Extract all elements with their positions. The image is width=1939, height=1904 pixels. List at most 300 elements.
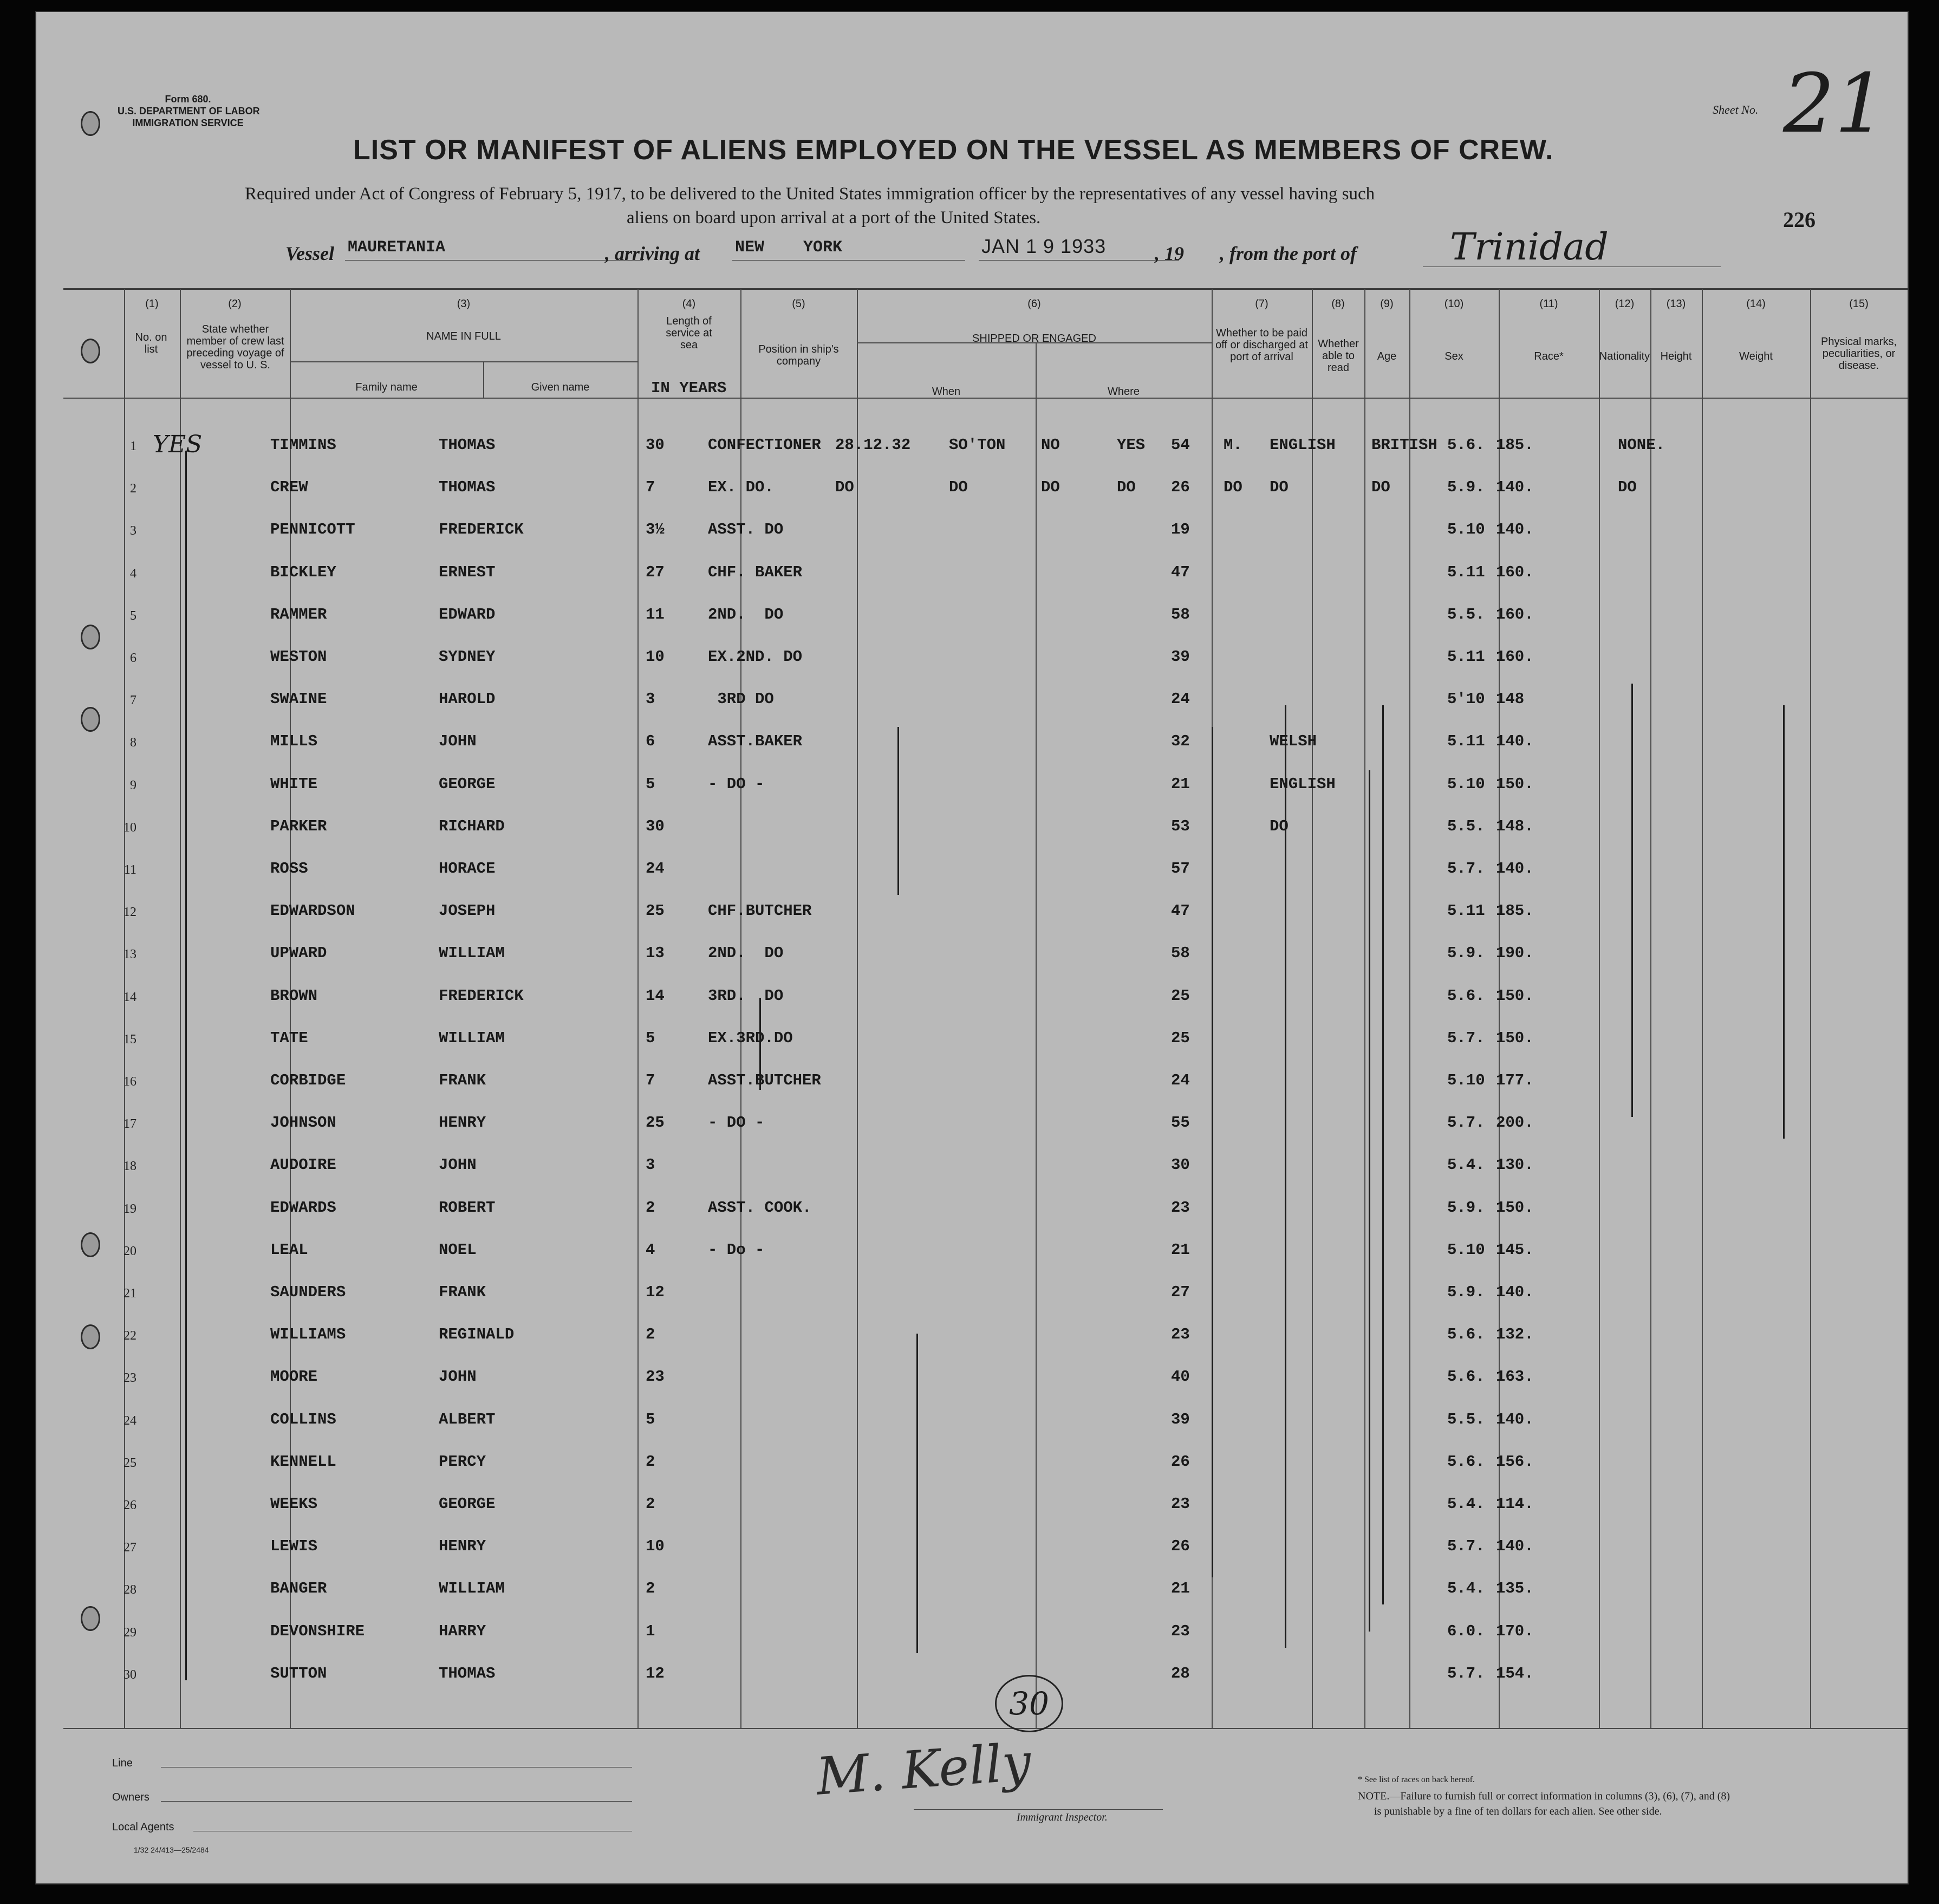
given-name-cell: HENRY — [439, 1537, 486, 1555]
family-name-cell: DEVONSHIRE — [270, 1622, 365, 1640]
col-divider — [1036, 343, 1037, 1728]
ditto-stroke — [759, 998, 761, 1090]
age-cell: 26 — [1171, 478, 1190, 496]
col15-number: (15) — [1849, 298, 1869, 310]
age-cell: 26 — [1171, 1537, 1190, 1555]
family-name-cell: LEWIS — [270, 1537, 318, 1555]
sheet-label: Sheet No. — [1713, 103, 1759, 116]
age-cell: 24 — [1171, 1071, 1190, 1089]
row-number: 14 — [123, 990, 136, 1004]
col11-header: Race* — [1534, 350, 1564, 362]
given-name-cell: PERCY — [439, 1453, 486, 1471]
given-name-cell: NOEL — [439, 1241, 477, 1259]
from-port: Trinidad — [1450, 226, 1609, 269]
given-name-cell: JOHN — [439, 1368, 477, 1386]
ditto-stroke — [1212, 727, 1213, 1577]
sheet-number: 21 — [1783, 57, 1886, 151]
given-name-cell: JOHN — [439, 1156, 477, 1174]
weight-cell: 130. — [1496, 1156, 1534, 1174]
age-cell: 27 — [1171, 1283, 1190, 1301]
height-cell: 5.10 — [1447, 775, 1485, 793]
service-years-cell: 30 — [646, 436, 665, 454]
height-cell: 5.11 — [1447, 732, 1485, 750]
height-cell: 5.5. — [1447, 1411, 1485, 1428]
service-years-cell: 12 — [646, 1665, 665, 1682]
col5-number: (5) — [792, 298, 805, 310]
age-cell: 47 — [1171, 902, 1190, 920]
race-cell: ENGLISH — [1270, 436, 1336, 454]
service-years-cell: 5 — [646, 775, 655, 793]
age-cell: 53 — [1171, 817, 1190, 835]
nationality-cell: DO — [1371, 478, 1390, 496]
col-divider — [637, 289, 639, 1728]
binder-hole — [81, 111, 100, 136]
ditto-stroke — [1783, 705, 1785, 1139]
service-years-cell: 25 — [646, 902, 665, 920]
col5-header: Position in ship's company — [758, 343, 839, 367]
row-number: 20 — [123, 1244, 136, 1258]
weight-cell: 154. — [1496, 1665, 1534, 1682]
ship-position-cell: CHF. BAKER — [708, 563, 803, 581]
given-name-cell: GEORGE — [439, 1495, 496, 1513]
row-number: 23 — [123, 1371, 136, 1385]
family-name-cell: CORBIDGE — [270, 1071, 346, 1089]
row-number: 10 — [123, 821, 136, 835]
service-years-cell: 5 — [646, 1411, 655, 1428]
given-name-cell: RICHARD — [439, 817, 505, 835]
row-number: 22 — [123, 1329, 136, 1343]
service-name: IMMIGRATION SERVICE — [132, 118, 244, 128]
weight-cell: 177. — [1496, 1071, 1534, 1089]
arriving-label: , arriving at — [605, 243, 700, 264]
weight-cell: 160. — [1496, 563, 1534, 581]
row-number: 19 — [123, 1202, 136, 1216]
height-cell: 5.6. — [1447, 1325, 1485, 1343]
service-years-cell: 13 — [646, 944, 665, 962]
family-name-header: Family name — [355, 381, 418, 393]
year-label: , 19 — [1155, 243, 1184, 264]
ship-position-cell: ASST.BAKER — [708, 732, 803, 750]
shipped-where-cell: SO'TON — [949, 436, 1006, 454]
weight-cell: 140. — [1496, 1537, 1534, 1555]
age-cell: 55 — [1171, 1114, 1190, 1132]
weight-cell: 140. — [1496, 521, 1534, 538]
height-cell: 5.9. — [1447, 478, 1485, 496]
weight-cell: 140. — [1496, 478, 1534, 496]
weight-cell: 140. — [1496, 860, 1534, 878]
age-cell: 39 — [1171, 648, 1190, 666]
given-name-cell: EDWARD — [439, 606, 496, 623]
family-name-cell: SUTTON — [270, 1665, 327, 1682]
given-name-cell: HENRY — [439, 1114, 486, 1132]
height-cell: 5.7. — [1447, 860, 1485, 878]
row-number: 12 — [123, 905, 136, 919]
given-name-cell: GEORGE — [439, 775, 496, 793]
height-cell: 5.7. — [1447, 1537, 1485, 1555]
row-number: 24 — [123, 1414, 136, 1428]
given-name-header: Given name — [531, 381, 590, 393]
height-cell: 5.9. — [1447, 944, 1485, 962]
row-number: 1 — [130, 439, 136, 453]
shipped-where-cell: DO — [949, 478, 968, 496]
family-name-cell: MOORE — [270, 1368, 318, 1386]
age-cell: 47 — [1171, 563, 1190, 581]
ship-position-cell: 2ND. DO — [708, 944, 784, 962]
age-cell: 39 — [1171, 1411, 1190, 1428]
age-cell: 28 — [1171, 1665, 1190, 1682]
race-cell: DO — [1270, 478, 1289, 496]
row-number: 2 — [130, 482, 136, 496]
age-cell: 25 — [1171, 1029, 1190, 1047]
col11-number: (11) — [1539, 298, 1558, 310]
service-years-cell: 1 — [646, 1622, 655, 1640]
ship-position-cell: - DO - — [708, 775, 765, 793]
height-cell: 5.5. — [1447, 817, 1485, 835]
family-name-cell: RAMMER — [270, 606, 327, 623]
service-years-cell: 11 — [646, 606, 665, 623]
ship-position-cell: - DO - — [708, 1114, 765, 1132]
race-note: * See list of races on back hereof. — [1358, 1775, 1475, 1784]
service-years-cell: 25 — [646, 1114, 665, 1132]
service-years-cell: 12 — [646, 1283, 665, 1301]
row-number: 25 — [123, 1456, 136, 1470]
col9-number: (9) — [1380, 298, 1394, 310]
service-years-cell: 5 — [646, 1029, 655, 1047]
inspector-underline — [914, 1809, 1163, 1810]
weight-cell: 185. — [1496, 902, 1534, 920]
ditto-stroke — [185, 451, 187, 1680]
col1-number: (1) — [145, 298, 159, 310]
row-number: 17 — [123, 1117, 136, 1131]
weight-cell: 148. — [1496, 817, 1534, 835]
date-underline — [979, 260, 1179, 261]
physical-marks-cell: NONE. — [1618, 436, 1665, 454]
family-name-cell: KENNELL — [270, 1453, 336, 1471]
penalty-note-line2: is punishable by a fine of ten dollars for each alien. See other side. — [1374, 1805, 1662, 1817]
family-name-cell: AUDOIRE — [270, 1156, 336, 1174]
height-cell: 5.4. — [1447, 1580, 1485, 1597]
paid-off-cell: NO — [1041, 436, 1060, 454]
height-cell: 5.11 — [1447, 648, 1485, 666]
col4-units: IN YEARS — [651, 379, 727, 397]
local-agents-label: Local Agents — [112, 1821, 174, 1833]
col6-number: (6) — [1027, 298, 1041, 310]
age-cell: 57 — [1171, 860, 1190, 878]
row-number: 9 — [130, 778, 136, 792]
ship-position-cell: ASST. COOK. — [708, 1199, 812, 1217]
able-to-read-cell: DO — [1117, 478, 1136, 496]
binder-hole — [81, 1232, 100, 1257]
table-top-rule — [63, 288, 1908, 290]
col-divider — [1409, 289, 1410, 1728]
race-cell: DO — [1270, 817, 1289, 835]
binder-hole — [81, 707, 100, 732]
col-divider — [1599, 289, 1600, 1728]
total-circled: 30 — [995, 1675, 1063, 1732]
family-name-cell: TATE — [270, 1029, 308, 1047]
height-cell: 5.11 — [1447, 902, 1485, 920]
weight-cell: 150. — [1496, 1199, 1534, 1217]
vessel-underline — [345, 260, 643, 261]
family-name-cell: SAUNDERS — [270, 1283, 346, 1301]
ditto-stroke — [1369, 770, 1370, 1632]
col12-number: (12) — [1615, 298, 1635, 310]
row-number: 5 — [130, 609, 136, 623]
col13-number: (13) — [1666, 298, 1686, 310]
given-name-cell: FREDERICK — [439, 521, 524, 538]
subtitle-line1: Required under Act of Congress of February 5, 1917, to be delivered to the United States immigration officer by the representatives of any vessel having such — [245, 184, 1375, 204]
age-cell: 21 — [1171, 1241, 1190, 1259]
row-number: 29 — [123, 1626, 136, 1640]
height-cell: 5.9. — [1447, 1283, 1485, 1301]
col3-number: (3) — [457, 298, 471, 310]
binder-hole — [81, 1606, 100, 1631]
col9-header: Age — [1377, 350, 1397, 362]
race-cell: WELSH — [1270, 732, 1317, 750]
sex-cell: DO — [1224, 478, 1242, 496]
height-cell: 5.4. — [1447, 1495, 1485, 1513]
date-stamp: JAN 1 9 1933 — [981, 235, 1107, 257]
ship-position-cell: EX. DO. — [708, 478, 774, 496]
ship-position-cell: ASST.BUTCHER — [708, 1071, 821, 1089]
weight-cell: 140. — [1496, 1411, 1534, 1428]
shipped-when-header: When — [932, 386, 961, 398]
col-divider — [180, 289, 181, 1728]
col8-number: (8) — [1331, 298, 1345, 310]
physical-marks-cell: DO — [1618, 478, 1637, 496]
age-cell: 40 — [1171, 1368, 1190, 1386]
service-years-cell: 7 — [646, 1071, 655, 1089]
col4-header: Length of service at sea — [666, 315, 712, 351]
col-divider — [1364, 289, 1365, 1728]
manifest-sheet — [35, 11, 1909, 1884]
weight-cell: 150. — [1496, 1029, 1534, 1047]
height-cell: 5.9. — [1447, 1199, 1485, 1217]
weight-cell: 150. — [1496, 987, 1534, 1005]
age-cell: 32 — [1171, 732, 1190, 750]
age-cell: 30 — [1171, 1156, 1190, 1174]
ditto-stroke — [1285, 705, 1286, 1648]
col-divider — [1650, 289, 1651, 1728]
nationality-cell: BRITISH — [1371, 436, 1437, 454]
family-name-cell: PENNICOTT — [270, 521, 355, 538]
col14-number: (14) — [1746, 298, 1766, 310]
given-name-cell: JOHN — [439, 732, 477, 750]
given-name-cell: THOMAS — [439, 436, 496, 454]
ditto-stroke — [897, 727, 899, 895]
owners-label: Owners — [112, 1791, 149, 1803]
col7-number: (7) — [1255, 298, 1268, 310]
col7-header: Whether to be paid off or discharged at port of arrival — [1215, 327, 1308, 363]
department-name: U.S. DEPARTMENT OF LABOR — [118, 106, 260, 116]
height-cell: 5.4. — [1447, 1156, 1485, 1174]
port-underline — [732, 260, 965, 261]
height-cell: 5.10 — [1447, 1241, 1485, 1259]
row-number: 15 — [123, 1032, 136, 1047]
given-name-cell: ROBERT — [439, 1199, 496, 1217]
row-number: 26 — [123, 1498, 136, 1512]
row-number: 7 — [130, 693, 136, 707]
binder-hole — [81, 1324, 100, 1349]
age-cell: 21 — [1171, 775, 1190, 793]
col-divider — [1702, 289, 1703, 1728]
service-years-cell: 24 — [646, 860, 665, 878]
col2-number: (2) — [228, 298, 242, 310]
col10-header: Sex — [1445, 350, 1463, 362]
family-name-cell: JOHNSON — [270, 1114, 336, 1132]
service-years-cell: 3½ — [646, 521, 665, 538]
height-cell: 5.6. — [1447, 1453, 1485, 1471]
col-divider — [857, 289, 858, 1728]
row-number: 27 — [123, 1541, 136, 1555]
weight-cell: 145. — [1496, 1241, 1534, 1259]
family-name-cell: LEAL — [270, 1241, 308, 1259]
weight-cell: 160. — [1496, 648, 1534, 666]
family-name-cell: CREW — [270, 478, 308, 496]
given-name-cell: FRANK — [439, 1283, 486, 1301]
weight-cell: 132. — [1496, 1325, 1534, 1343]
shipped-where-header: Where — [1108, 386, 1140, 398]
age-cell: 54 — [1171, 436, 1190, 454]
age-cell: 26 — [1171, 1453, 1190, 1471]
ship-position-cell: ASST. DO — [708, 521, 784, 538]
weight-cell: 148 — [1496, 690, 1525, 708]
row-number: 13 — [123, 947, 136, 961]
family-name-cell: WILLIAMS — [270, 1325, 346, 1343]
height-cell: 5.5. — [1447, 606, 1485, 623]
col15-header: Physical marks, peculiarities, or disease. — [1820, 336, 1897, 372]
weight-cell: 114. — [1496, 1495, 1534, 1513]
ship-position-cell: - Do - — [708, 1241, 765, 1259]
height-cell: 5.6. — [1447, 987, 1485, 1005]
service-years-cell: 6 — [646, 732, 655, 750]
height-cell: 5.6. — [1447, 436, 1485, 454]
stamp-number: 226 — [1783, 207, 1816, 232]
family-name-cell: SWAINE — [270, 690, 327, 708]
age-cell: 23 — [1171, 1622, 1190, 1640]
family-name-cell: EDWARDS — [270, 1199, 336, 1217]
subtitle-line2: aliens on board upon arrival at a port of the United States. — [627, 208, 1041, 228]
ship-position-cell: 3RD DO — [708, 690, 774, 708]
crew-status-cell: YES — [153, 431, 203, 458]
col-divider — [1312, 289, 1313, 1728]
height-cell: 6.0. — [1447, 1622, 1485, 1640]
ditto-stroke — [916, 1334, 918, 1653]
family-name-cell: COLLINS — [270, 1411, 336, 1428]
row-number: 4 — [130, 567, 136, 581]
age-cell: 24 — [1171, 690, 1190, 708]
row-number: 16 — [123, 1075, 136, 1089]
given-name-cell: ALBERT — [439, 1411, 496, 1428]
given-name-cell: HARRY — [439, 1622, 486, 1640]
weight-cell: 156. — [1496, 1453, 1534, 1471]
col1-header: No. on list — [135, 332, 167, 355]
weight-cell: 160. — [1496, 606, 1534, 623]
owners-underline — [161, 1801, 632, 1802]
age-cell: 23 — [1171, 1199, 1190, 1217]
ship-position-cell: CONFECTIONER — [708, 436, 821, 454]
vessel-name: MAURETANIA — [348, 238, 446, 257]
page-title: LIST OR MANIFEST OF ALIENS EMPLOYED ON THE VESSEL AS MEMBERS OF CREW. — [353, 134, 1554, 166]
service-years-cell: 2 — [646, 1453, 655, 1471]
age-cell: 21 — [1171, 1580, 1190, 1597]
given-name-cell: THOMAS — [439, 478, 496, 496]
service-years-cell: 2 — [646, 1325, 655, 1343]
vessel-label: Vessel — [285, 243, 334, 264]
given-name-cell: REGINALD — [439, 1325, 515, 1343]
able-to-read-cell: YES — [1117, 436, 1146, 454]
age-cell: 23 — [1171, 1325, 1190, 1343]
binder-hole — [81, 339, 100, 363]
ship-position-cell: 3RD. DO — [708, 987, 784, 1005]
service-years-cell: 23 — [646, 1368, 665, 1386]
service-years-cell: 3 — [646, 690, 655, 708]
row-number: 21 — [123, 1286, 136, 1301]
col12-header: Nationality — [1599, 350, 1650, 362]
weight-cell: 185. — [1496, 436, 1534, 454]
form-id-block — [118, 93, 258, 129]
family-name-cell: TIMMINS — [270, 436, 336, 454]
col13-header: Height — [1660, 350, 1692, 362]
service-years-cell: 3 — [646, 1156, 655, 1174]
family-name-cell: BICKLEY — [270, 563, 336, 581]
service-years-cell: 14 — [646, 987, 665, 1005]
form-number: Form 680. — [165, 94, 211, 105]
given-name-cell: THOMAS — [439, 1665, 496, 1682]
weight-cell: 140. — [1496, 732, 1534, 750]
col6-header: SHIPPED OR ENGAGED — [972, 333, 1096, 345]
shipped-when-cell: DO — [835, 478, 854, 496]
col10-number: (10) — [1444, 298, 1464, 310]
shipped-when-cell: 28.12.32 — [835, 436, 911, 454]
weight-cell: 150. — [1496, 775, 1534, 793]
height-cell: 5.11 — [1447, 563, 1485, 581]
family-name-cell: PARKER — [270, 817, 327, 835]
ship-position-cell: EX.2ND. DO — [708, 648, 803, 666]
given-name-cell: SYDNEY — [439, 648, 496, 666]
row-number: 6 — [130, 651, 136, 665]
service-years-cell: 27 — [646, 563, 665, 581]
height-cell: 5.6. — [1447, 1368, 1485, 1386]
ship-position-cell: 2ND. DO — [708, 606, 784, 623]
given-name-cell: WILLIAM — [439, 944, 505, 962]
row-number: 11 — [123, 863, 136, 877]
weight-cell: 140. — [1496, 1283, 1534, 1301]
table-header-rule — [63, 398, 1908, 399]
given-name-cell: JOSEPH — [439, 902, 496, 920]
family-name-cell: MILLS — [270, 732, 318, 750]
ditto-stroke — [1631, 684, 1633, 1117]
height-cell: 5.10 — [1447, 521, 1485, 538]
weight-cell: 190. — [1496, 944, 1534, 962]
name-subrule — [290, 361, 637, 362]
weight-cell: 170. — [1496, 1622, 1534, 1640]
inspector-signature: M. Kelly — [814, 1732, 1033, 1807]
row-number: 28 — [123, 1583, 136, 1597]
weight-cell: 200. — [1496, 1114, 1534, 1132]
ditto-stroke — [1382, 705, 1384, 1604]
service-years-cell: 2 — [646, 1199, 655, 1217]
row-number: 18 — [123, 1159, 136, 1173]
penalty-note-line1: NOTE.—Failure to furnish full or correct information in columns (3), (6), (7), and (8) — [1358, 1790, 1730, 1802]
service-years-cell: 10 — [646, 648, 665, 666]
age-cell: 58 — [1171, 944, 1190, 962]
height-cell: 5.7. — [1447, 1029, 1485, 1047]
row-number: 3 — [130, 524, 136, 538]
service-years-cell: 30 — [646, 817, 665, 835]
service-years-cell: 2 — [646, 1580, 655, 1597]
print-code: 1/32 24/413—25/2484 — [134, 1845, 209, 1854]
